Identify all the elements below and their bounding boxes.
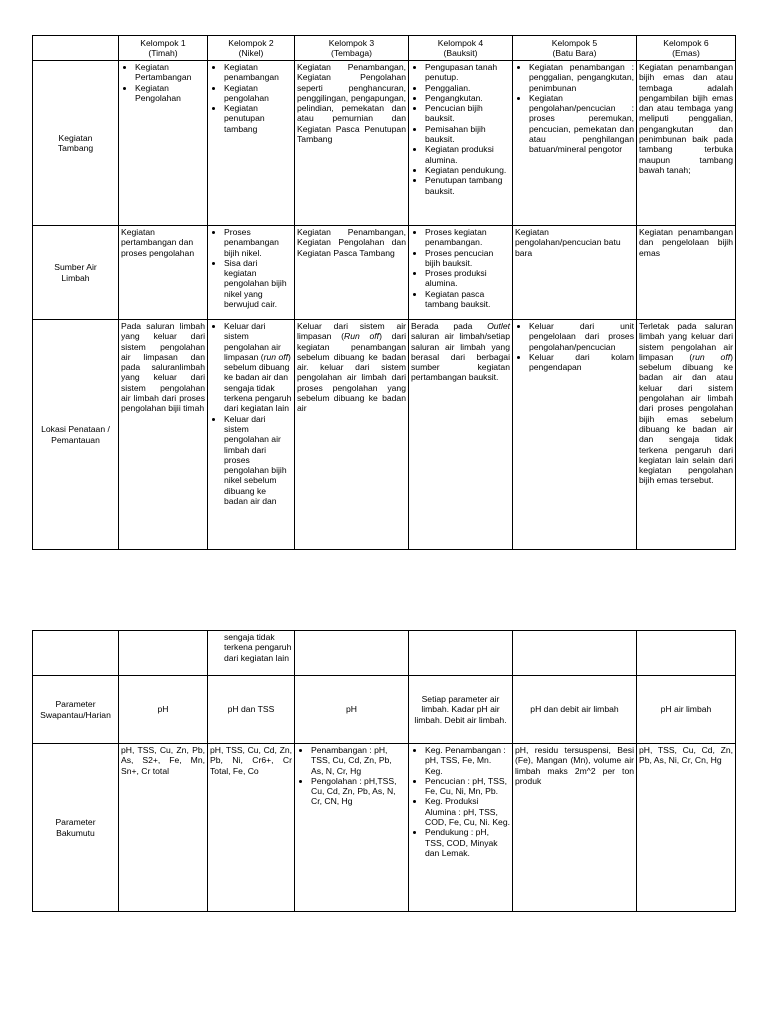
list-item: • Pengangkutan. — [425, 93, 510, 103]
list-item: • Keluar dari kolam pengendapan — [529, 352, 634, 373]
list-item: • Kegiatan pendukung. — [425, 165, 510, 175]
row-sumber-air-limbah — [33, 226, 736, 320]
row-parameter-bakumutu — [33, 744, 736, 912]
cell-g3: Keluar dari sistem air limpasan (Run off) dari kegiatan penambangan sebelum dibuang ke badan air. keluar dari sistem pengolahan air limbah dari proses pengolahan yang sebelum dibuang ke badan air — [295, 320, 409, 550]
list-item: • Pengupasan tanah penutup. — [425, 62, 510, 83]
cell-g2 — [208, 61, 295, 226]
cell-g4 — [409, 744, 513, 912]
list-item: • Kegiatan pengolahan — [224, 83, 292, 104]
cell-g4 — [409, 226, 513, 320]
cell-g1: Pada saluran limbah yang keluar dari sistem pengolahan air limpasan dan pada saluranlimbah yang keluar dari sistem pengolahan air limbah dari proses pengolahan bijii timah — [119, 320, 208, 550]
cell-g6: Kegiatan penambangan dan pengelolaan bijih emas — [637, 226, 736, 320]
list-item: • Kegiatan penutupan tambang — [224, 103, 292, 134]
cell-empty — [119, 631, 208, 676]
list-item: • Penutupan tambang bauksit. — [425, 175, 510, 196]
cell-empty — [409, 631, 513, 676]
list-item: • Keluar dari sistem pengolahan air limbah dari proses pengolahan bijih nikel sebelum dibuang ke badan air dan — [224, 414, 292, 507]
cell-g3: pH — [295, 676, 409, 744]
cell-g4 — [409, 61, 513, 226]
cell-g2 — [208, 320, 295, 550]
list-item: • Kegiatan Pertambangan — [135, 62, 205, 83]
list-item: • Pencucian : pH, TSS, Fe, Cu, Ni, Mn, Pb. — [425, 776, 510, 797]
cell-g5: Kegiatan pengolahan/pencucian batu bara — [513, 226, 637, 320]
list-item: • Penambangan : pH, TSS, Cu, Cd, Zn, Pb, As, N, Cr, Hg — [311, 745, 406, 776]
cell-g5 — [513, 320, 637, 550]
list-item: • Kegiatan pengolahan/pencucian : proses peremukan, pencucian, pemekatan dan atau penghilangan batuan/mineral pengotor — [529, 93, 634, 155]
header-kelompok-5: Kelompok 5 (Batu Bara) — [513, 36, 637, 61]
header-empty — [33, 36, 119, 61]
list-item: • Kegiatan produksi alumina. — [425, 144, 510, 165]
list-item: • Sisa dari kegiatan pengolahan bijih nikel yang berwujud cair. — [224, 258, 292, 309]
cell-g5: pH, residu tersuspensi, Besi (Fe), Mangan (Mn), volume air limbah maks 2m^2 per ton produk — [513, 744, 637, 912]
list-item: • Proses pencucian bijih bauksit. — [425, 248, 510, 269]
cell-g1: pH, TSS, Cu, Zn, Pb, As, S2+, Fe, Mn, Sn+, Cr total — [119, 744, 208, 912]
header-kelompok-3: Kelompok 3 (Tembaga) — [295, 36, 409, 61]
list-item: • Kegiatan Pengolahan — [135, 83, 205, 104]
cell-g2 — [208, 226, 295, 320]
cell-g4: Berada pada Outlet saluran air limbah/setiap saluran air limbah yang berasal dari berbagai sumber kegiatan pertambangan bauksit. — [409, 320, 513, 550]
cell-empty — [637, 631, 736, 676]
row-parameter-swapantau — [33, 676, 736, 744]
cell-g1: pH — [119, 676, 208, 744]
list-item: • Kegiatan penambangan — [224, 62, 292, 83]
header-kelompok-4: Kelompok 4 (Bauksit) — [409, 36, 513, 61]
header-kelompok-6: Kelompok 6 (Emas) — [637, 36, 736, 61]
list-item: • Proses produksi alumina. — [425, 268, 510, 289]
list-item: • Pengolahan : pH,TSS, Cu, Cd, Zn, Pb, As, N, Cr, CN, Hg — [311, 776, 406, 807]
list-item: • Keluar dari sistem pengolahan air limpasan (run off) sebelum dibuang ke badan air dan sengaja tidak terkena pengaruh dari kegiatan lain — [224, 321, 292, 414]
table-part-2 — [32, 630, 736, 912]
row-label: Kegiatan Tambang — [33, 61, 119, 226]
cell-empty — [513, 631, 637, 676]
cell-g6: pH, TSS, Cu, Cd, Zn, Pb, As, Ni, Cr, Cn, Hg — [637, 744, 736, 912]
cell-g5: pH dan debit air limbah — [513, 676, 637, 744]
cell-empty — [295, 631, 409, 676]
list-item: • Keluar dari unit pengelolaan dari proses pengolahan/pencucian — [529, 321, 634, 352]
list-item: • Pemisahan bijih bauksit. — [425, 124, 510, 145]
cell-g5 — [513, 61, 637, 226]
list-item: • Proses kegiatan penambangan. — [425, 227, 510, 248]
cell-g2: pH, TSS, Cu, Cd, Zn, Pb, Ni, Cr6+, Cr Total, Fe, Co — [208, 744, 295, 912]
list-item: • Pendukung : pH, TSS, COD, Minyak dan Lemak. — [425, 827, 510, 858]
cell-g3 — [295, 744, 409, 912]
table-part-1 — [32, 35, 736, 550]
row-kegiatan-tambang — [33, 61, 736, 226]
header-kelompok-2: Kelompok 2 (Nikel) — [208, 36, 295, 61]
cell-g6: pH air limbah — [637, 676, 736, 744]
row-lokasi-penataan — [33, 320, 736, 550]
cell-g4: Setiap parameter air limbah. Kadar pH air limbah. Debit air limbah. — [409, 676, 513, 744]
list-item: • Pencucian bijih bauksit. — [425, 103, 510, 124]
list-item: • Keg. Penambangan : pH, TSS, Fe, Mn. Keg. — [425, 745, 510, 776]
list-item: • Keg. Produksi Alumina : pH, TSS, COD, Fe, Cu, Ni. Keg. — [425, 796, 510, 827]
cell-empty — [33, 631, 119, 676]
cell-g1 — [119, 61, 208, 226]
header-row — [33, 36, 736, 61]
list-item: • Penggalian. — [425, 83, 510, 93]
cell-g6: Terletak pada saluran limbah yang keluar dari sistem pengolahan air limpasan (run off) sebelum dibuang ke badan air dan atau keluar dari sistem pengolahan air limbah dari proses pengolahan bijih emas sebelum dibuang ke badan air dan sengaja tidak terkena pengaruh dari kegiatan lain selain dari kegiatan pengolahan bijih emas tersebut. — [637, 320, 736, 550]
cell-g6: Kegiatan penambangan bijih emas dan atau tembaga adalah pengambilan bijih emas dan atau tembaga yang meliputi penggalian, pengangkutan dan penimbunan baik pada tambang terbuka maupun tambang bawah tanah; — [637, 61, 736, 226]
list-item: • Kegiatan penambangan : penggalian, pengangkutan, penimbunan — [529, 62, 634, 93]
row-label: Parameter Bakumutu — [33, 744, 119, 912]
list-item: • Proses penambangan bijih nikel. — [224, 227, 292, 258]
cell-g2: sengaja tidak terkena pengaruh dari kegiatan lain — [208, 631, 295, 676]
row-label: Parameter Swapantau/Harian — [33, 676, 119, 744]
cell-g3: Kegiatan Penambangan, Kegiatan Pengolahan dan Kegiatan Pasca Tambang — [295, 226, 409, 320]
row-label: Sumber Air Limbah — [33, 226, 119, 320]
header-kelompok-1: Kelompok 1 (Timah) — [119, 36, 208, 61]
row-label: Lokasi Penataan / Pemantauan — [33, 320, 119, 550]
row-continuation — [33, 631, 736, 676]
list-item: • Kegiatan pasca tambang bauksit. — [425, 289, 510, 310]
cell-g2: pH dan TSS — [208, 676, 295, 744]
cell-g1: Kegiatan pertambangan dan proses pengolahan — [119, 226, 208, 320]
cell-g3: Kegiatan Penambangan, Kegiatan Pengolahan seperti penghancuran, penggilingan, pengapungan, pelindian, pemekatan dan atau pemurnian dan Kegiatan Pasca Penutupan Tambang — [295, 61, 409, 226]
